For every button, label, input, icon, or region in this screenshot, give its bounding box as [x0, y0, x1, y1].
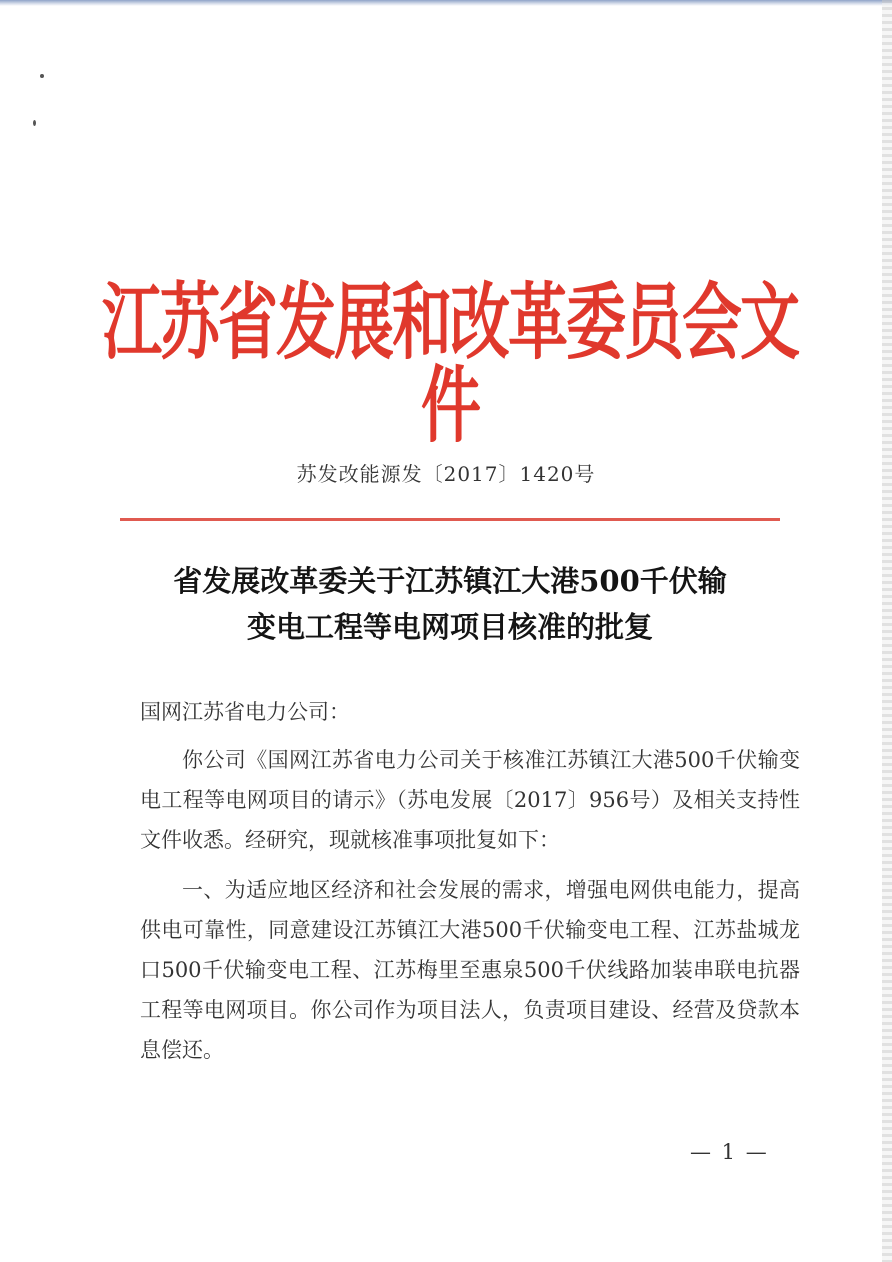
scan-edge-right: [882, 0, 892, 1262]
letterhead-title: 江苏省发展和改革委员会文件: [102, 275, 798, 455]
scan-speck: [40, 74, 44, 78]
scan-speck: [33, 120, 36, 126]
document-title-line-1: 省发展改革委关于江苏镇江大港500千伏输: [173, 564, 727, 598]
scan-edge-top: [0, 0, 892, 6]
document-title-line-2: 变电工程等电网项目核准的批复: [246, 610, 653, 644]
document-number: 苏发改能源发〔2017〕1420号: [296, 462, 596, 486]
red-divider-line: [120, 518, 780, 521]
body-paragraph-1: 你公司《国网江苏省电力公司关于核准江苏镇江大港500千伏输变电工程等电网项目的请示》（苏电发展〔2017〕956号）及相关支持性文件收悉。经研究，现就核准事项批复如下：: [140, 748, 800, 852]
document-title: [80, 558, 820, 650]
addressee: 国网江苏省电力公司：: [140, 700, 350, 724]
body-paragraph-2: 一、为适应地区经济和社会发展的需求，增强电网供电能力，提高供电可靠性，同意建设江苏镇江大港500千伏输变电工程、江苏盐城龙口500千伏输变电工程、江苏梅里至惠泉500千伏线路加装串联电抗器工程等电网项目。你公司作为项目法人，负责项目建设、经营及贷款本息偿还。: [140, 878, 800, 1062]
page-number: — 1 —: [690, 1140, 769, 1164]
